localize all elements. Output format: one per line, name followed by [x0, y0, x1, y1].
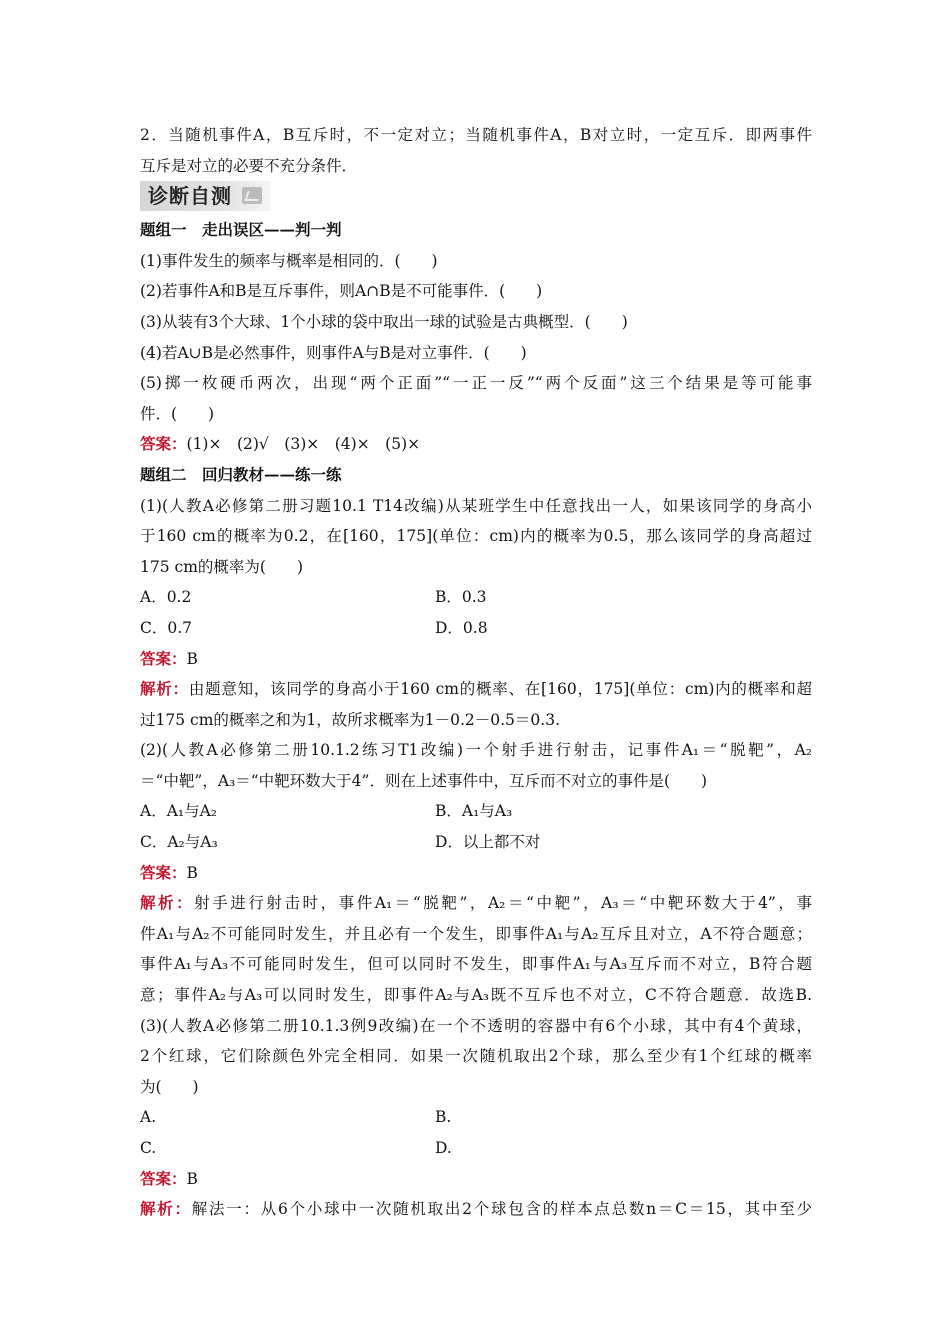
q1-options-row-1 — [140, 582, 812, 613]
group1-item-4: (4)若A∪B是必然事件，则事件A与B是对立事件．( ) — [140, 343, 527, 362]
q3-option-a: A. — [140, 1108, 157, 1127]
q2-answer — [140, 858, 812, 889]
group1-heading: 题组一 走出误区——判一判 — [140, 220, 342, 240]
answer-value: B — [186, 1169, 198, 1188]
q1-option-a: A．0.2 — [140, 588, 192, 607]
analysis-text: 解法一：从6个小球中一次随机取出2个球包含的样本点总数n＝C＝15，其中至少 — [191, 1200, 812, 1219]
q3-options-row-2 — [140, 1133, 812, 1164]
answer-label: 答案： — [140, 862, 187, 882]
analysis-label: 解析： — [140, 1199, 192, 1219]
group1-item-2: (2)若事件A和B是互斥事件，则A∩B是不可能事件．( ) — [140, 282, 543, 301]
q1-options-row-2 — [140, 613, 812, 644]
group1-answer — [140, 429, 812, 460]
answer-value: B — [186, 863, 198, 882]
answer-value: B — [186, 649, 198, 668]
q2-analysis-3: 事件A₁与A₃不可能同时发生，但可以同时不发生，即事件A₁与A₃互斥而不对立，B符合题 — [140, 955, 812, 974]
section-banner — [140, 181, 270, 211]
q3-option-c: C. — [140, 1139, 157, 1157]
analysis-text: 由题意知，该同学的身高小于160 cm的概率、在[160，175](单位：cm)内的概率和超 — [188, 680, 812, 699]
q2-option-d: D．以上都不对 — [435, 833, 541, 852]
q1-line-3: 175 cm的概率为( ) — [140, 557, 303, 576]
banner-decoration-icon — [242, 187, 262, 204]
q3-line-3: 为( ) — [140, 1077, 199, 1096]
q1-option-d: D．0.8 — [435, 618, 488, 637]
q2-analysis-1 — [140, 888, 812, 919]
q2-option-b: B．A₁与A₃ — [435, 802, 513, 821]
group1-item-5-cont: 件．( ) — [140, 404, 215, 423]
q3-option-d: D. — [435, 1139, 452, 1157]
q1-answer — [140, 644, 812, 675]
group1-item-1: (1)事件发生的频率与概率是相同的．( ) — [140, 251, 438, 270]
banner-title: 诊断自测 — [148, 184, 232, 209]
q3-analysis-1 — [140, 1194, 812, 1225]
q1-analysis-1 — [140, 674, 812, 705]
q1-analysis-2: 过175 cm的概率之和为1，故所求概率为1－0.2－0.5＝0.3. — [140, 710, 560, 729]
group2-heading: 题组二 回归教材——练一练 — [140, 464, 342, 484]
q3-answer — [140, 1164, 812, 1195]
q2-option-a: A．A₁与A₂ — [140, 802, 218, 821]
analysis-text: 射手进行射击时，事件A₁＝“脱靶”，A₂＝“中靶”，A₃＝“中靶环数大于4”，事 — [194, 894, 812, 913]
q3-options-row-1 — [140, 1102, 812, 1133]
q3-line-2: 2个红球，它们除颜色外完全相同．如果一次随机取出2个球，那么至少有1个红球的概率 — [140, 1047, 812, 1066]
answer-label: 答案： — [140, 1168, 187, 1188]
q2-line-2: ＝“中靶”，A₃＝“中靶环数大于4”．则在上述事件中，互斥而不对立的事件是( ) — [140, 771, 708, 790]
group1-item-5: (5)掷一枚硬币两次，出现“两个正面”“一正一反”“两个反面”这三个结果是等可能事 — [140, 374, 812, 393]
q1-option-b: B．0.3 — [435, 588, 487, 607]
q2-line-1: (2)(人教A必修第二册10.1.2练习T1改编)一个射手进行射击，记事件A₁＝“脱靶”，A₂ — [140, 741, 812, 760]
q2-option-c: C．A₂与A₃ — [140, 833, 218, 852]
q2-analysis-2: 件A₁与A₂不可能同时发生，并且必有一个发生，即事件A₁与A₂互斥且对立，A不符合题意； — [140, 924, 812, 943]
intro-line-2: 互斥是对立的必要不充分条件． — [140, 156, 358, 175]
document-page — [140, 120, 812, 1225]
q2-options-row-2 — [140, 827, 812, 858]
analysis-label: 解析： — [140, 893, 195, 913]
q3-line-1: (3)(人教A必修第二册10.1.3例9改编)在一个不透明的容器中有6个小球，其中有4个黄球， — [140, 1016, 812, 1035]
q1-line-2: 于160 cm的概率为0.2，在[160，175](单位：cm)内的概率为0.5，那么该同学的身高超过 — [140, 527, 812, 546]
analysis-label: 解析： — [140, 679, 189, 699]
answer-value: (1)× (2)√ (3)× (4)× (5)× — [186, 435, 421, 454]
intro-line-1: 2．当随机事件A，B互斥时，不一定对立；当随机事件A，B对立时，一定互斥．即两事件 — [140, 126, 812, 144]
q2-analysis-4: 意；事件A₂与A₃可以同时发生，即事件A₂与A₃既不互斥也不对立，C不符合题意．故选B. — [140, 986, 812, 1005]
q3-option-b: B. — [435, 1108, 452, 1127]
q1-line-1: (1)(人教A必修第二册习题10.1 T14改编)从某班学生中任意找出一人，如果该同学的身高小 — [140, 496, 812, 515]
answer-label: 答案： — [140, 434, 187, 454]
q2-options-row-1 — [140, 796, 812, 827]
group1-item-3: (3)从装有3个大球、1个小球的袋中取出一球的试验是古典概型．( ) — [140, 312, 628, 331]
q1-option-c: C．0.7 — [140, 618, 193, 637]
answer-label: 答案： — [140, 648, 187, 668]
